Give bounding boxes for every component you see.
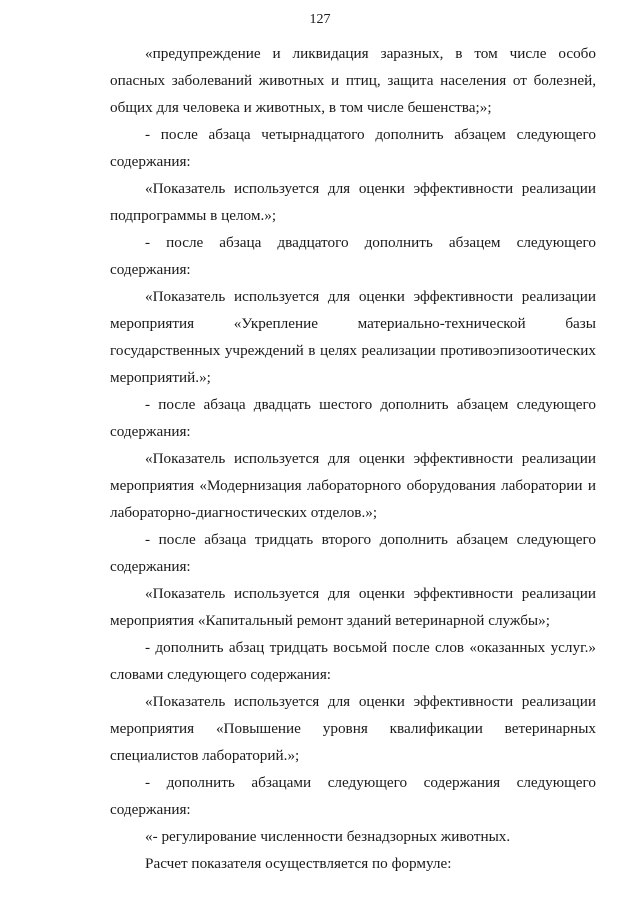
paragraph-7: «Показатель используется для оценки эффективности реализации мероприятия «Модернизация лабораторного оборудования лаборатории и лабораторно-диагностических отделов.»; — [110, 450, 596, 521]
paragraph-4: - после абзаца двадцатого дополнить абзацем следующего содержания: — [110, 234, 596, 278]
paragraph-8: - после абзаца тридцать второго дополнить абзацем следующего содержания: — [110, 531, 596, 575]
document-body — [110, 40, 596, 877]
paragraph-12: - дополнить абзацами следующего содержания следующего содержания: — [110, 774, 596, 818]
paragraph-10: - дополнить абзац тридцать восьмой после слов «оказанных услуг.» словами следующего содержания: — [110, 639, 596, 683]
paragraph-3: «Показатель используется для оценки эффективности реализации подпрограммы в целом.»; — [110, 180, 596, 224]
paragraph-6: - после абзаца двадцать шестого дополнить абзацем следующего содержания: — [110, 396, 596, 440]
paragraph-11: «Показатель используется для оценки эффективности реализации мероприятия «Повышение уровня квалификации ветеринарных специалистов лабораторий.»; — [110, 693, 596, 764]
page-number: 127 — [309, 12, 331, 27]
paragraph-2: - после абзаца четырнадцатого дополнить абзацем следующего содержания: — [110, 126, 596, 170]
paragraph-1: «предупреждение и ликвидация заразных, в том числе особо опасных заболеваний животных и птиц, защита населения от болезней, общих для человека и животных, в том числе бешенства;»; — [110, 45, 596, 116]
paragraph-5: «Показатель используется для оценки эффективности реализации мероприятия «Укрепление материально-технической базы государственных учреждений в целях реализации противоэпизоотических мероприятий.»; — [110, 288, 596, 386]
paragraph-14: Расчет показателя осуществляется по формуле: — [145, 855, 452, 872]
paragraph-9: «Показатель используется для оценки эффективности реализации мероприятия «Капитальный ремонт зданий ветеринарной службы»; — [110, 585, 596, 629]
paragraph-13: «- регулирование численности безнадзорных животных. — [145, 828, 511, 845]
